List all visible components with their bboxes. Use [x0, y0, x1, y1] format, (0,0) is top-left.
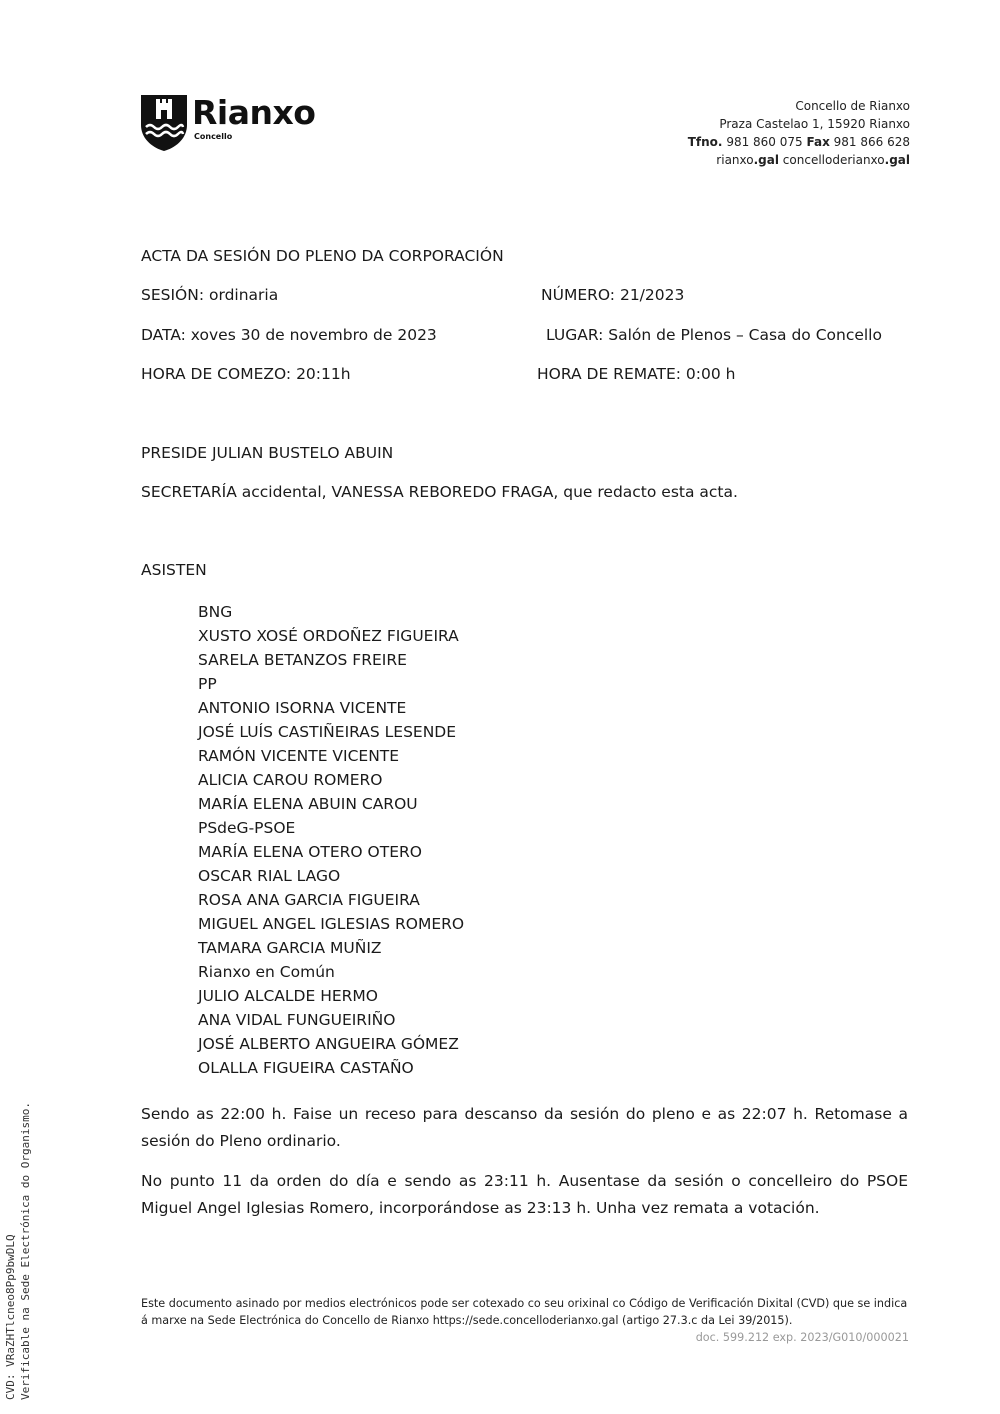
attendee-item: ANTONIO ISORNA VICENTE: [198, 699, 407, 717]
attendee-item: ALICIA CAROU ROMERO: [198, 771, 383, 789]
side-verification: [3, 1102, 33, 1400]
cvd-code: CVD: VRaZHTlcneo8Pp9bwDLQ: [4, 1234, 17, 1400]
attendee-item: JOSÉ LUÍS CASTIÑEIRAS LESENDE: [198, 723, 457, 741]
attendee-item: SARELA BETANZOS FREIRE: [198, 651, 407, 669]
attendees-heading: ASISTEN: [141, 561, 207, 579]
attendee-item: MARÍA ELENA ABUIN CAROU: [198, 795, 418, 813]
paragraph-absence: No punto 11 da orden do día e sendo as 23:11 h. Ausentase da sesión o concelleiro do PSOE Miguel Angel Iglesias Romero, incorporándose as 23:13 h. Unha vez remata a votación.: [141, 1172, 908, 1217]
shield-icon: [141, 95, 187, 151]
session-date: DATA: xoves 30 de novembro de 2023: [141, 326, 437, 344]
attendee-item: OLALLA FIGUEIRA CASTAÑO: [198, 1059, 414, 1077]
attendee-item: MARÍA ELENA OTERO OTERO: [198, 843, 422, 861]
attendee-item: BNG: [198, 603, 233, 621]
logo-wordmark: Rianxo: [192, 93, 316, 132]
footer-notice: Este documento asinado por medios electrónicos pode ser cotexado co seu orixinal co Código de Verificación Dixital (CVD) que se indica á marxe na Sede Electrónica do Concello de Rianxo https://sede.concelloderianxo.gal (artigo 27.3.c da Lei 39/2015).: [141, 1297, 908, 1327]
attendee-item: JULIO ALCALDE HERMO: [198, 987, 378, 1005]
org-phone: Tfno. 981 860 075 Fax 981 866 628: [687, 135, 910, 149]
attendee-item: TAMARA GARCIA MUÑIZ: [198, 939, 382, 957]
attendee-item: XUSTO XOSÉ ORDOÑEZ FIGUEIRA: [198, 627, 459, 645]
end-time: HORA DE REMATE: 0:00 h: [537, 365, 736, 383]
attendee-item: MIGUEL ANGEL IGLESIAS ROMERO: [198, 915, 465, 933]
document-title: ACTA DA SESIÓN DO PLENO DA CORPORACIÓN: [141, 247, 504, 265]
preside: PRESIDE JULIAN BUSTELO ABUIN: [141, 444, 394, 462]
org-web[interactable]: rianxo.gal concelloderianxo.gal: [716, 153, 910, 167]
secretary: SECRETARÍA accidental, VANESSA REBOREDO FRAGA, que redacto esta acta.: [141, 483, 738, 501]
verifiable-text: Verificable na Sede Electrónica do Organismo.: [19, 1101, 32, 1400]
attendee-item: ROSA ANA GARCIA FIGUEIRA: [198, 891, 420, 909]
attendee-item: Rianxo en Común: [198, 963, 335, 981]
attendee-item: RAMÓN VICENTE VICENTE: [198, 747, 400, 765]
footer-doc-ref: doc. 599.212 exp. 2023/G010/000021: [695, 1331, 909, 1344]
attendee-item: PP: [198, 675, 217, 693]
start-time: HORA DE COMEZO: 20:11h: [141, 365, 351, 383]
attendee-item: ANA VIDAL FUNGUEIRIÑO: [198, 1011, 396, 1029]
attendee-item: JOSÉ ALBERTO ANGUEIRA GÓMEZ: [198, 1035, 459, 1053]
session-type: SESIÓN: ordinaria: [141, 286, 279, 304]
org-name: Concello de Rianxo: [795, 99, 910, 113]
session-number: NÚMERO: 21/2023: [541, 286, 685, 304]
attendees-list: [198, 600, 464, 1080]
header-contact: [688, 97, 910, 169]
paragraph-recess: Sendo as 22:00 h. Faise un receso para descanso da sesión do pleno e as 22:07 h. Retomase a sesión do Pleno ordinario.: [141, 1105, 908, 1150]
session-place: LUGAR: Salón de Plenos – Casa do Concello: [546, 326, 882, 344]
attendee-item: OSCAR RIAL LAGO: [198, 867, 341, 885]
logo: [141, 95, 346, 153]
org-address: Praza Castelao 1, 15920 Rianxo: [719, 117, 910, 131]
attendee-item: PSdeG-PSOE: [198, 819, 296, 837]
logo-subtitle: Concello: [194, 132, 233, 141]
